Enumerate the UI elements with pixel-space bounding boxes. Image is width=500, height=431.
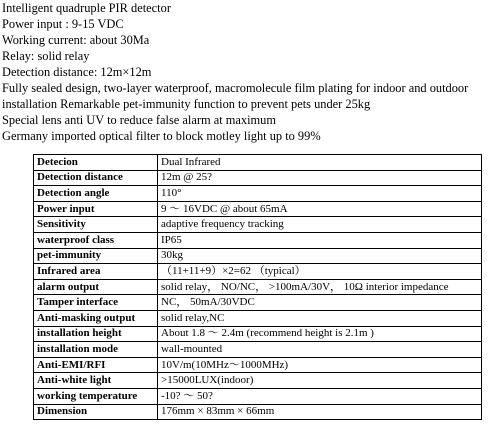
table-row: [34, 357, 482, 373]
spec-parameter: alarm output: [34, 279, 158, 295]
spec-parameter: installation mode: [34, 342, 158, 358]
spec-parameter: Anti-white light: [34, 373, 158, 389]
spec-parameter: Infrared area: [34, 264, 158, 280]
table-row: [34, 404, 482, 420]
spec-value: >15000LUX(indoor): [158, 373, 482, 389]
description-line: Working current: about 30Ma: [2, 33, 150, 47]
spec-parameter: Sensitivity: [34, 217, 158, 233]
table-row: [34, 279, 482, 295]
table-row: [34, 186, 482, 202]
spec-value: 30kg: [158, 248, 482, 264]
spec-parameter: Tamper interface: [34, 295, 158, 311]
spec-value: Dual Infrared: [158, 155, 482, 171]
product-description: [2, 0, 498, 144]
spec-parameter: waterproof class: [34, 232, 158, 248]
spec-parameter: Detection distance: [34, 170, 158, 186]
description-line: Relay: solid relay: [2, 49, 90, 63]
spec-parameter: working temperature: [34, 388, 158, 404]
spec-value: solid relay， NO/NC， >100mA/30V， 10Ω interior impedance: [158, 279, 482, 295]
spec-value: wall-mounted: [158, 342, 482, 358]
table-row: [34, 388, 482, 404]
spec-value: NC， 50mA/30VDC: [158, 295, 482, 311]
spec-parameter: pet-immunity: [34, 248, 158, 264]
spec-parameter: Anti-EMI/RFI: [34, 357, 158, 373]
table-row: [34, 201, 482, 217]
table-row: [34, 310, 482, 326]
spec-parameter: Detection angle: [34, 186, 158, 202]
spec-parameter: Dimension: [34, 404, 158, 420]
spec-value: （11+11+9）×2=62 （typical）: [158, 264, 482, 280]
spec-parameter: installation height: [34, 326, 158, 342]
description-line: Detection distance: 12m×12m: [2, 65, 152, 79]
table-row: [34, 217, 482, 233]
description-line: installation Remarkable pet-immunity function to prevent pets under 25kg: [2, 97, 371, 111]
description-line: Fully sealed design, two-layer waterproof, macromolecule film plating for indoor and outdoor: [2, 81, 469, 95]
description-line: Special lens anti UV to reduce false alarm at maximum: [2, 113, 276, 127]
table-row: [34, 326, 482, 342]
table-row: [34, 232, 482, 248]
spec-parameter: Power input: [34, 201, 158, 217]
spec-value: 10V/m(10MHz～1000MHz): [158, 357, 482, 373]
spec-value: 110°: [158, 186, 482, 202]
description-line: Power input : 9-15 VDC: [2, 17, 124, 31]
description-line: Germany imported optical filter to block motley light up to 99%: [2, 129, 321, 143]
spec-value: 9 ～ 16VDC @ about 65mA: [158, 201, 482, 217]
spec-value: 176mm × 83mm × 66mm: [158, 404, 482, 420]
specification-table: [33, 154, 482, 420]
table-row: [34, 170, 482, 186]
spec-value: 12m @ 25?: [158, 170, 482, 186]
spec-value: -10? ～ 50?: [158, 388, 482, 404]
table-row: [34, 264, 482, 280]
spec-value: IP65: [158, 232, 482, 248]
table-row: [34, 295, 482, 311]
table-row: [34, 373, 482, 389]
table-row: [34, 155, 482, 171]
table-row: [34, 342, 482, 358]
spec-parameter: Detecion: [34, 155, 158, 171]
spec-value: solid relay,NC: [158, 310, 482, 326]
spec-value: About 1.8 ～ 2.4m (recommend height is 2.1m ): [158, 326, 482, 342]
description-line: Intelligent quadruple PIR detector: [2, 1, 171, 15]
spec-parameter: Anti-masking output: [34, 310, 158, 326]
table-row: [34, 248, 482, 264]
spec-value: adaptive frequency tracking: [158, 217, 482, 233]
